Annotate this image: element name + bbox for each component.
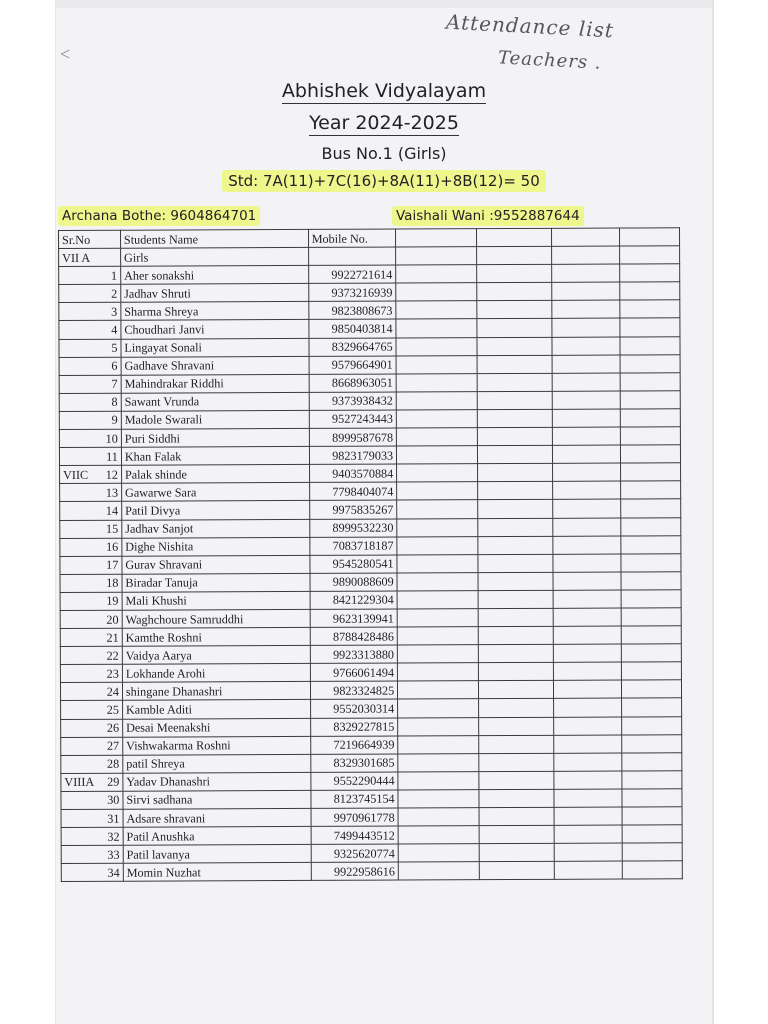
empty-cell [477, 355, 552, 373]
empty-cell [621, 590, 681, 608]
school-name-block [56, 80, 712, 102]
student-name: patil Shreya [123, 754, 311, 773]
student-name: Gawarwe Sara [121, 483, 309, 502]
mobile-number: 8329301685 [310, 754, 398, 772]
student-name: Aher sonakshi [121, 266, 309, 285]
mobile-number: 9890088609 [310, 573, 398, 591]
section-label: VIIIA [64, 775, 95, 790]
student-name: Jadhav Sanjot [122, 519, 310, 538]
empty-cell [398, 862, 479, 880]
empty-cell [620, 409, 680, 427]
header-student-name: Students Name [120, 229, 308, 248]
mobile-number: 8999587678 [309, 428, 397, 446]
empty-cell [397, 591, 478, 609]
empty-cell [308, 247, 396, 265]
empty-cell [621, 463, 681, 481]
empty-cell [620, 282, 680, 300]
mobile-number: 9579664901 [309, 356, 397, 374]
empty-cell [398, 663, 479, 681]
empty-cell [554, 825, 622, 843]
empty-cell [552, 300, 620, 318]
student-name: Vaidya Aarya [122, 646, 310, 665]
student-name: Patil Anushka [123, 826, 311, 845]
empty-cell [396, 355, 477, 373]
serial-cell: 28 [61, 755, 123, 773]
empty-cell [620, 228, 680, 246]
serial-cell: 6 [59, 357, 121, 375]
empty-cell [553, 536, 621, 554]
serial-number: 12 [105, 467, 118, 482]
serial-cell: 10 [59, 429, 121, 447]
empty-cell [398, 717, 479, 735]
empty-cell [554, 771, 622, 789]
serial-cell [61, 773, 123, 791]
serial-cell: 3 [59, 303, 121, 321]
empty-cell [552, 264, 620, 282]
student-name: Kamble Aditi [122, 700, 310, 719]
serial-cell: 27 [61, 737, 123, 755]
empty-cell [477, 228, 552, 246]
empty-cell [396, 229, 477, 247]
empty-cell [479, 862, 554, 880]
empty-cell [478, 608, 553, 626]
student-name: Momin Nuzhat [123, 863, 311, 882]
empty-cell [398, 790, 479, 808]
empty-cell [397, 536, 478, 554]
serial-cell: 5 [59, 339, 121, 357]
empty-cell [398, 826, 479, 844]
serial-cell: 16 [60, 538, 122, 556]
empty-cell [477, 391, 552, 409]
empty-cell [397, 645, 478, 663]
empty-cell [479, 807, 554, 825]
student-name: shingane Dhanashri [122, 682, 310, 701]
empty-cell [478, 554, 553, 572]
student-name: Sharma Shreya [121, 302, 309, 321]
header-mobile: Mobile No. [308, 229, 396, 247]
teacher-contact-left: Archana Bothe: 9604864701 [58, 206, 260, 226]
empty-cell [554, 843, 622, 861]
empty-cell [553, 608, 621, 626]
pen-mark: < [60, 44, 71, 64]
serial-cell: 9 [59, 411, 121, 429]
empty-cell [398, 808, 479, 826]
empty-cell [622, 861, 682, 879]
serial-cell: 32 [61, 827, 123, 845]
mobile-number: 9922721614 [308, 265, 396, 283]
empty-cell [621, 499, 681, 517]
empty-cell [398, 771, 479, 789]
student-roster-table [58, 227, 683, 882]
empty-cell [553, 680, 621, 698]
empty-cell [622, 644, 682, 662]
empty-cell [477, 337, 552, 355]
serial-number: 29 [107, 775, 120, 790]
empty-cell [620, 391, 680, 409]
empty-cell [621, 553, 681, 571]
empty-cell [397, 428, 478, 446]
serial-cell: 4 [59, 321, 121, 339]
empty-cell [478, 464, 553, 482]
empty-cell [478, 409, 553, 427]
empty-cell [554, 753, 622, 771]
empty-cell [553, 590, 621, 608]
empty-cell [479, 735, 554, 753]
empty-cell [553, 518, 621, 536]
mobile-number: 9823808673 [308, 301, 396, 319]
empty-cell [478, 590, 553, 608]
empty-cell [396, 337, 477, 355]
empty-cell [396, 392, 477, 410]
empty-cell [552, 409, 620, 427]
mobile-number: 8329227815 [310, 718, 398, 736]
empty-cell [478, 427, 553, 445]
student-name: Jadhav Shruti [121, 284, 309, 303]
empty-cell [478, 518, 553, 536]
student-name: Mali Khushi [122, 591, 310, 610]
empty-cell [398, 681, 479, 699]
empty-cell [621, 427, 681, 445]
empty-cell [621, 517, 681, 535]
empty-cell [397, 500, 478, 518]
mobile-number: 9527243443 [309, 410, 397, 428]
serial-cell: 20 [60, 610, 122, 628]
serial-cell: 30 [61, 791, 123, 809]
empty-cell [554, 861, 622, 879]
empty-cell [552, 282, 620, 300]
serial-cell: 24 [60, 683, 122, 701]
empty-cell [622, 753, 682, 771]
empty-cell [396, 283, 477, 301]
serial-cell: 19 [60, 592, 122, 610]
empty-cell [553, 644, 621, 662]
student-name: Waghchoure Samruddhi [122, 609, 310, 628]
academic-year-block [56, 112, 712, 134]
student-name: Gadhave Shravani [121, 356, 309, 375]
empty-cell [552, 463, 620, 481]
empty-cell [478, 500, 553, 518]
student-name: Patil lavanya [123, 845, 311, 864]
empty-cell [622, 734, 682, 752]
empty-cell [622, 807, 682, 825]
student-name: Biradar Tanuja [122, 573, 310, 592]
student-name: Sirvi sadhana [123, 790, 311, 809]
serial-cell [60, 465, 122, 483]
mobile-number: 7798404074 [309, 482, 397, 500]
handwritten-note-line1: Attendance list [445, 9, 615, 43]
student-name: Puri Siddhi [121, 428, 309, 447]
mobile-number: 9373216939 [308, 283, 396, 301]
serial-cell: 2 [59, 285, 121, 303]
empty-cell [621, 535, 681, 553]
empty-cell [622, 789, 682, 807]
serial-cell: 13 [60, 484, 122, 502]
empty-cell [479, 717, 554, 735]
empty-cell [397, 464, 478, 482]
empty-cell [398, 699, 479, 717]
empty-cell [621, 572, 681, 590]
empty-cell [620, 318, 680, 336]
empty-cell [622, 771, 682, 789]
empty-cell [620, 373, 680, 391]
student-name: Madole Swarali [121, 410, 309, 429]
serial-cell: 23 [60, 664, 122, 682]
mobile-number: 9975835267 [309, 500, 397, 518]
mobile-number: 9766061494 [310, 663, 398, 681]
student-name: Sawant Vrunda [121, 392, 309, 411]
serial-cell: 17 [60, 556, 122, 574]
student-name: Khan Falak [121, 447, 309, 466]
serial-cell: 26 [61, 719, 123, 737]
empty-cell [552, 337, 620, 355]
empty-cell [477, 319, 552, 337]
empty-cell [396, 247, 477, 265]
empty-cell [478, 572, 553, 590]
empty-cell [397, 554, 478, 572]
page-top-edge [56, 0, 712, 8]
serial-cell: 15 [60, 520, 122, 538]
bus-number: Bus No.1 (Girls) [321, 144, 447, 163]
empty-cell [397, 609, 478, 627]
empty-cell [553, 626, 621, 644]
student-name: Choudhari Janvi [121, 320, 309, 339]
serial-cell: 11 [59, 447, 121, 465]
empty-cell [477, 246, 552, 264]
empty-cell [552, 373, 620, 391]
empty-cell [554, 807, 622, 825]
empty-cell [396, 265, 477, 283]
empty-cell [551, 246, 619, 264]
mobile-number: 9552290444 [311, 772, 399, 790]
empty-cell [622, 680, 682, 698]
mobile-number: 7499443512 [311, 826, 399, 844]
serial-cell: 14 [60, 502, 122, 520]
empty-cell [478, 626, 553, 644]
mobile-number: 7219664939 [310, 736, 398, 754]
empty-cell [553, 572, 621, 590]
student-name: Kamthe Roshni [122, 627, 310, 646]
student-name: Patil Divya [122, 501, 310, 520]
empty-cell [552, 319, 620, 337]
mobile-number: 8123745154 [311, 790, 399, 808]
empty-cell [479, 644, 554, 662]
empty-cell [397, 446, 478, 464]
empty-cell [553, 662, 621, 680]
empty-cell [479, 681, 554, 699]
group-label: Girls [120, 248, 308, 267]
empty-cell [552, 445, 620, 463]
student-name: Desai Meenakshi [123, 718, 311, 737]
serial-cell: 25 [61, 701, 123, 719]
serial-cell: 22 [60, 646, 122, 664]
mobile-number: 8668963051 [309, 374, 397, 392]
mobile-number: 9850403814 [309, 319, 397, 337]
mobile-number: 9923313880 [310, 645, 398, 663]
empty-cell [620, 264, 680, 282]
student-name: Vishwakarma Roshni [123, 736, 311, 755]
empty-cell [477, 265, 552, 283]
mobile-number: 9970961778 [311, 808, 399, 826]
mobile-number: 9823179033 [309, 446, 397, 464]
roster-body [59, 228, 683, 882]
empty-cell [553, 698, 621, 716]
serial-cell: 8 [59, 393, 121, 411]
serial-cell: 33 [61, 845, 123, 863]
standard-summary-block [56, 172, 712, 190]
serial-cell: 18 [60, 574, 122, 592]
empty-cell [396, 301, 477, 319]
empty-cell [479, 699, 554, 717]
empty-cell [620, 354, 680, 372]
serial-cell: 31 [61, 809, 123, 827]
table-row [61, 861, 682, 882]
empty-cell [621, 626, 681, 644]
empty-cell [620, 300, 680, 318]
student-name: Mahindrakar Riddhi [121, 374, 309, 393]
empty-cell [553, 554, 621, 572]
academic-year: Year 2024-2025 [309, 112, 459, 134]
serial-cell: 7 [59, 375, 121, 393]
mobile-number: 9545280541 [310, 555, 398, 573]
mobile-number: 8788428486 [310, 627, 398, 645]
empty-cell [620, 246, 680, 264]
mobile-number: 9922958616 [311, 862, 399, 880]
empty-cell [622, 698, 682, 716]
school-name: Abhishek Vidyalayam [281, 80, 487, 102]
empty-cell [479, 753, 554, 771]
empty-cell [478, 482, 553, 500]
empty-cell [479, 844, 554, 862]
student-name: Lingayat Sonali [121, 338, 309, 357]
empty-cell [397, 482, 478, 500]
empty-cell [478, 536, 553, 554]
empty-cell [622, 843, 682, 861]
empty-cell [397, 518, 478, 536]
student-name: Lokhande Arohi [122, 664, 310, 683]
empty-cell [396, 319, 477, 337]
mobile-number: 8999532230 [309, 519, 397, 537]
empty-cell [477, 283, 552, 301]
student-name: Dighe Nishita [122, 537, 310, 556]
mobile-number: 9403570884 [309, 464, 397, 482]
mobile-number: 9325620774 [311, 844, 399, 862]
serial-cell: 34 [61, 864, 123, 882]
empty-cell [621, 481, 681, 499]
empty-cell [622, 825, 682, 843]
empty-cell [398, 844, 479, 862]
empty-cell [479, 663, 554, 681]
mobile-number: 8329664765 [309, 338, 397, 356]
empty-cell [622, 662, 682, 680]
empty-cell [620, 336, 680, 354]
empty-cell [477, 373, 552, 391]
serial-cell: 21 [60, 628, 122, 646]
empty-cell [397, 572, 478, 590]
empty-cell [551, 228, 619, 246]
empty-cell [479, 771, 554, 789]
empty-cell [622, 716, 682, 734]
student-name: Adsare shravani [123, 808, 311, 827]
student-name: Yadav Dhanashri [123, 772, 311, 791]
empty-cell [398, 735, 479, 753]
empty-cell [552, 391, 620, 409]
empty-cell [553, 481, 621, 499]
mobile-number: 9552030314 [310, 699, 398, 717]
mobile-number: 9623139941 [310, 609, 398, 627]
standard-summary: Std: 7A(11)+7C(16)+8A(11)+8B(12)= 50 [222, 170, 546, 192]
mobile-number: 9823324825 [310, 681, 398, 699]
empty-cell [552, 355, 620, 373]
empty-cell [554, 789, 622, 807]
empty-cell [621, 608, 681, 626]
empty-cell [554, 717, 622, 735]
empty-cell [621, 445, 681, 463]
student-name: Gurav Shravani [122, 555, 310, 574]
student-name: Palak shinde [121, 465, 309, 484]
empty-cell [478, 445, 553, 463]
mobile-number: 8421229304 [310, 591, 398, 609]
serial-cell: 1 [59, 266, 121, 284]
empty-cell [396, 373, 477, 391]
header-sr-no: Sr.No [59, 230, 121, 248]
empty-cell [398, 753, 479, 771]
handwritten-note-line2: Teachers . [497, 47, 603, 74]
mobile-number: 9373938432 [309, 392, 397, 410]
empty-cell [397, 627, 478, 645]
empty-cell [396, 410, 477, 428]
empty-cell [554, 735, 622, 753]
teacher-contact-right: Vaishali Wani :9552887644 [392, 206, 584, 226]
empty-cell [552, 427, 620, 445]
section-label: VIIC [63, 467, 89, 482]
mobile-number: 7083718187 [309, 537, 397, 555]
section-label: VII A [59, 248, 121, 266]
empty-cell [477, 301, 552, 319]
empty-cell [479, 789, 554, 807]
empty-cell [479, 825, 554, 843]
empty-cell [553, 499, 621, 517]
